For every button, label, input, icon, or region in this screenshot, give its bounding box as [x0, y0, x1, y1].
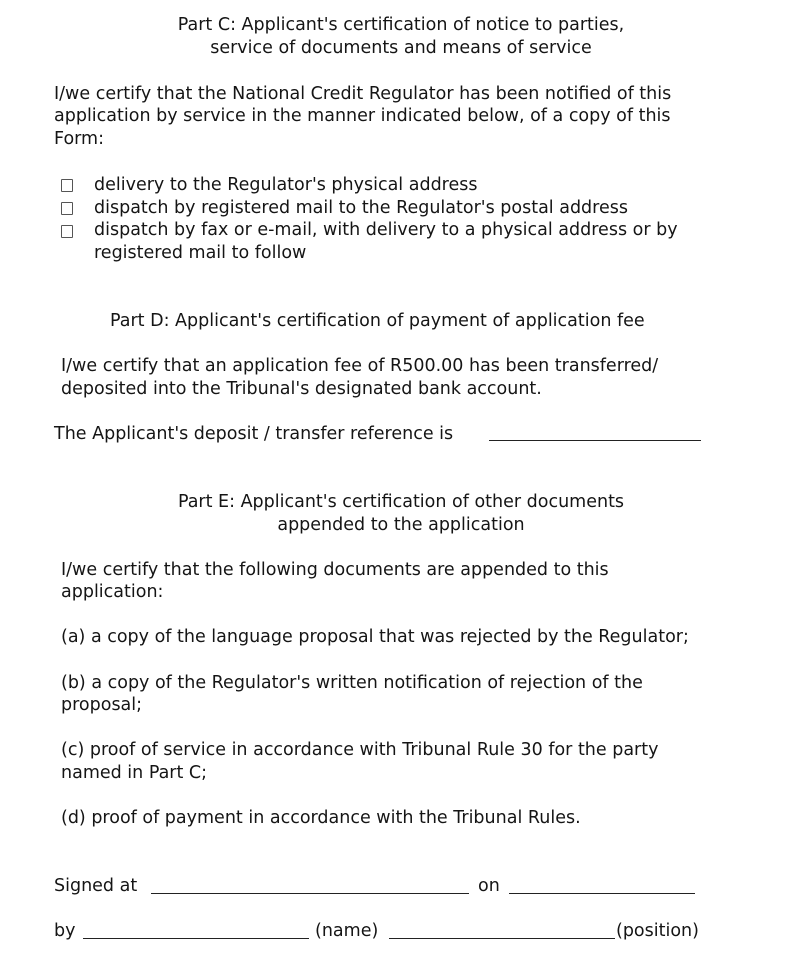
item-a: (a) a copy of the language proposal that was rejected by the Regulator; — [61, 627, 689, 647]
deposit-reference-label: The Applicant's deposit / transfer reference is — [54, 424, 454, 444]
signed-at-label: Signed at — [54, 876, 138, 896]
name-field[interactable] — [83, 938, 309, 939]
option-fax-email-line1: dispatch by fax or e-mail, with delivery to a physical address or by — [94, 220, 678, 240]
on-label: on — [478, 876, 500, 896]
option-registered-mail: dispatch by registered mail to the Regulator's postal address — [94, 198, 628, 218]
checkbox-registered-mail[interactable] — [61, 202, 73, 215]
part-d-heading: Part D: Applicant's certification of payment of application fee — [110, 311, 645, 331]
part-e-heading-line2: appended to the application — [277, 515, 525, 535]
item-c-line2: named in Part C; — [61, 763, 208, 783]
deposit-reference-field[interactable] — [489, 440, 701, 441]
position-field[interactable] — [389, 938, 615, 939]
checkbox-fax-email[interactable] — [61, 225, 73, 238]
part-d-body-line2: deposited into the Tribunal's designated bank account. — [61, 379, 542, 399]
part-c-intro-line3: Form: — [54, 129, 104, 149]
by-label: by — [54, 921, 76, 941]
item-b-line2: proposal; — [61, 695, 143, 715]
signed-at-field[interactable] — [151, 893, 469, 894]
part-c-heading-line1: Part C: Applicant's certification of notice to parties, — [177, 15, 625, 35]
item-c-line1: (c) proof of service in accordance with Tribunal Rule 30 for the party — [61, 740, 659, 760]
signed-on-date-field[interactable] — [509, 893, 695, 894]
item-b-line1: (b) a copy of the Regulator's written notification of rejection of the — [61, 673, 643, 693]
position-label: (position) — [616, 921, 699, 941]
checkbox-physical-address[interactable] — [61, 179, 73, 192]
part-e-heading-line1: Part E: Applicant's certification of other documents — [177, 492, 625, 512]
part-c-intro-line2: application by service in the manner indicated below, of a copy of this — [54, 106, 671, 126]
part-e-intro-line1: I/we certify that the following documents are appended to this — [61, 560, 609, 580]
item-d: (d) proof of payment in accordance with the Tribunal Rules. — [61, 808, 581, 828]
option-physical-address: delivery to the Regulator's physical address — [94, 175, 478, 195]
part-e-intro-line2: application: — [61, 582, 164, 602]
name-label: (name) — [315, 921, 379, 941]
option-fax-email-line2: registered mail to follow — [94, 243, 307, 263]
part-d-body-line1: I/we certify that an application fee of R500.00 has been transferred/ — [61, 356, 659, 376]
part-c-intro-line1: I/we certify that the National Credit Regulator has been notified of this — [54, 84, 672, 104]
part-c-heading-line2: service of documents and means of service — [210, 38, 592, 58]
